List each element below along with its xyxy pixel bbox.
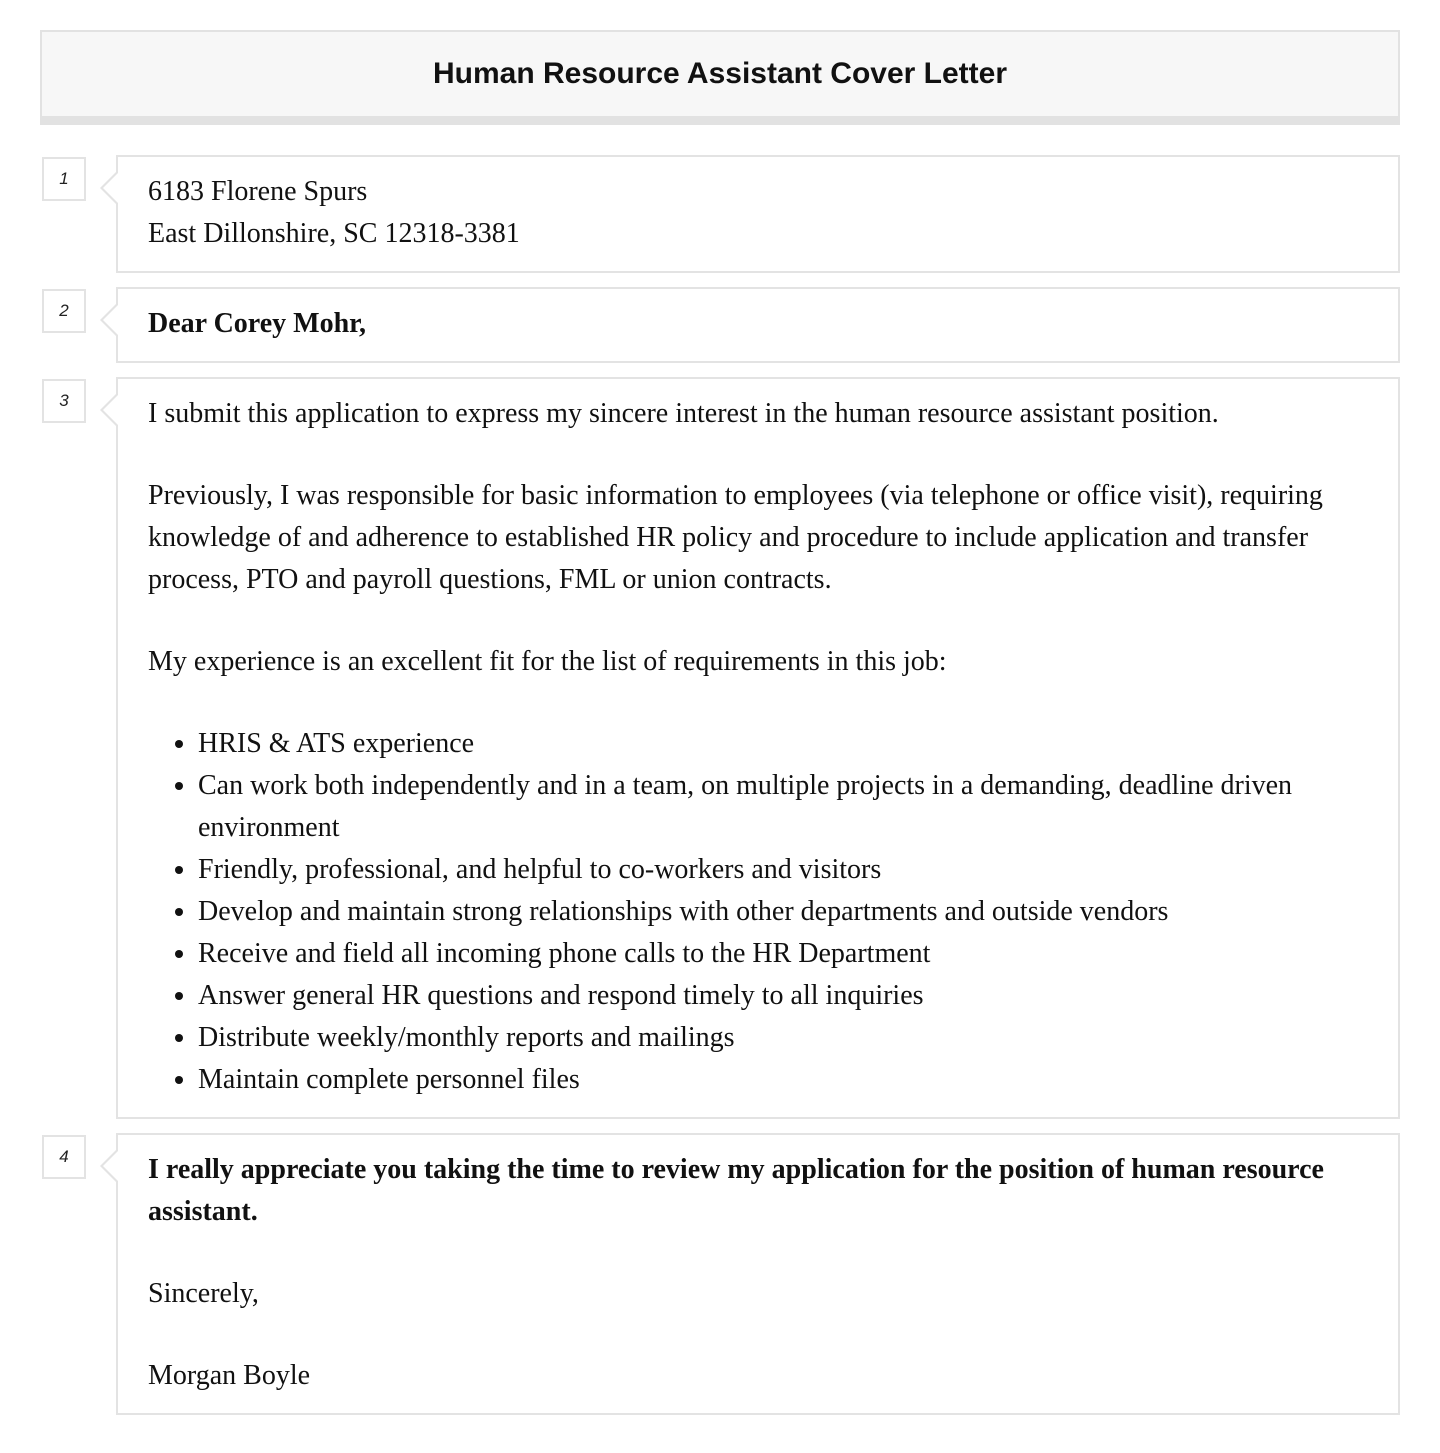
- closing-paragraph: I really appreciate you taking the time to review my application for the position of human resource assistant.: [148, 1154, 1324, 1227]
- page-title: Human Resource Assistant Cover Letter: [432, 57, 1008, 90]
- intro-paragraph: I submit this application to express my sincere interest in the human resource assistant position.: [148, 398, 1219, 429]
- list-item: • Receive and field all incoming phone calls to the HR Department: [198, 933, 1368, 975]
- address-block: [116, 155, 1400, 273]
- list-item: • Answer general HR questions and respond timely to all inquiries: [198, 975, 1368, 1017]
- section-number: 3: [42, 379, 86, 423]
- list-item: • Can work both independently and in a team, on multiple projects in a demanding, deadline driven environment: [198, 765, 1368, 849]
- experience-paragraph: Previously, I was responsible for basic information to employees (via telephone or office visit), requiring knowledge of and adherence to established HR policy and procedure to include application and transfer process, PTO and payroll questions, FML or union contracts.: [148, 480, 1323, 595]
- fit-intro-paragraph: My experience is an excellent fit for the list of requirements in this job:: [148, 646, 947, 677]
- section-number: 2: [42, 289, 86, 333]
- list-item: • Friendly, professional, and helpful to co-workers and visitors: [198, 849, 1368, 891]
- address-line-2: East Dillonshire, SC 12318-3381: [148, 218, 520, 249]
- closing-block: [116, 1133, 1400, 1415]
- signoff: Sincerely,: [148, 1278, 259, 1309]
- requirements-list: [148, 723, 1368, 1101]
- greeting: Dear Corey Mohr,: [148, 308, 366, 339]
- page-header: [40, 30, 1400, 125]
- signature: Morgan Boyle: [148, 1360, 311, 1391]
- section-number: 4: [42, 1135, 86, 1179]
- body-block: [116, 377, 1400, 1119]
- list-item: • Develop and maintain strong relationships with other departments and outside vendors: [198, 891, 1368, 933]
- greeting-block: [116, 287, 1400, 363]
- list-item: • Maintain complete personnel files: [198, 1059, 1368, 1101]
- section-number: 1: [42, 157, 86, 201]
- list-item: • Distribute weekly/monthly reports and mailings: [198, 1017, 1368, 1059]
- address-line-1: 6183 Florene Spurs: [148, 176, 368, 207]
- list-item: • HRIS & ATS experience: [198, 723, 1368, 765]
